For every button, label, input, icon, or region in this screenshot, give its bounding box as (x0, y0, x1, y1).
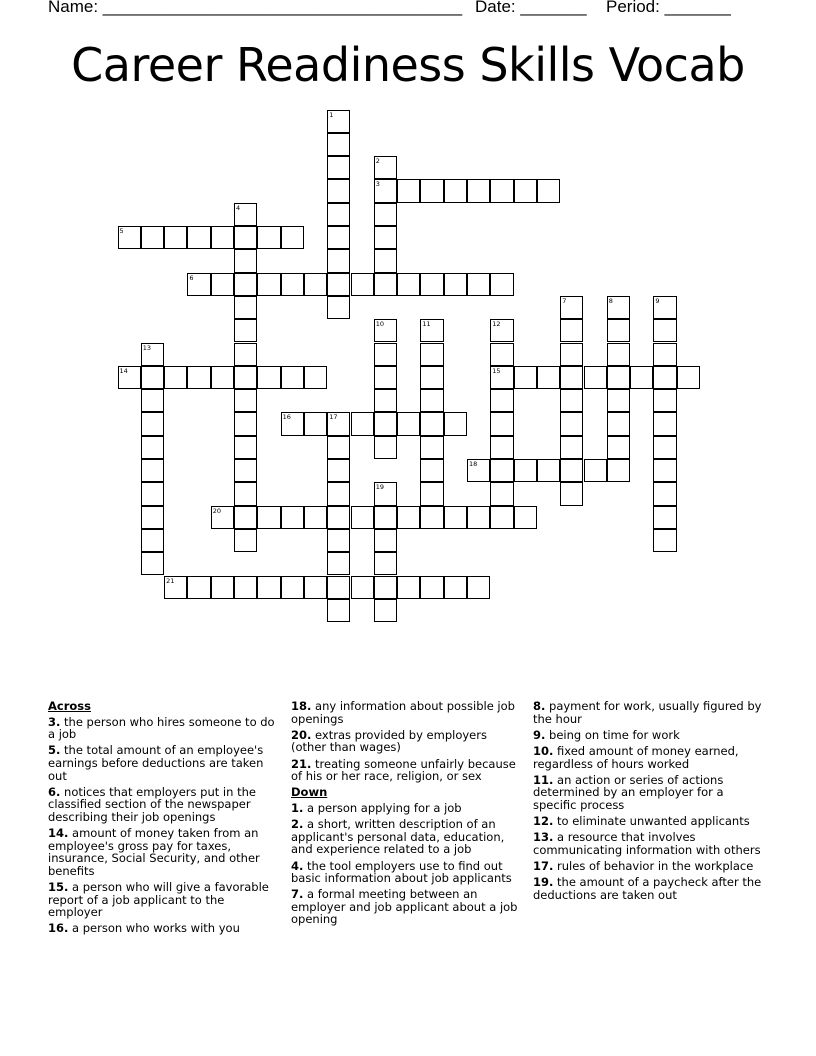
clue-down-8 (533, 700, 765, 725)
crossword-cell[interactable] (281, 506, 304, 529)
clue-number: 2. (291, 817, 304, 832)
crossword-cell[interactable] (234, 389, 257, 412)
crossword-cell[interactable] (327, 273, 350, 296)
crossword-cell[interactable] (374, 576, 397, 599)
clue-text: a person applying for a job (307, 800, 462, 815)
crossword-cell[interactable] (374, 273, 397, 296)
crossword-cell[interactable] (374, 366, 397, 389)
crossword-cell[interactable] (490, 319, 513, 342)
clue-number: 12. (533, 814, 554, 829)
crossword-cell[interactable] (304, 506, 327, 529)
clue-down-7 (291, 888, 523, 926)
crossword-cell[interactable] (374, 156, 397, 179)
crossword-cell[interactable] (374, 389, 397, 412)
crossword-cell[interactable] (490, 343, 513, 366)
crossword-cell[interactable] (234, 296, 257, 319)
clue-number-label: 6 (189, 273, 194, 282)
crossword-cell[interactable] (234, 203, 257, 226)
crossword-cell[interactable] (141, 482, 164, 505)
crossword-cell[interactable] (164, 576, 187, 599)
clue-down-4 (291, 860, 523, 885)
clue-across-14 (48, 827, 280, 877)
clue-number: 18. (291, 699, 312, 713)
crossword-cell[interactable] (653, 506, 676, 529)
clue-text: a person who will give a favorable report of a job applicant to the employer (48, 880, 269, 920)
crossword-cell[interactable] (118, 226, 141, 249)
clue-number: 6. (48, 784, 61, 799)
crossword-cell[interactable] (467, 273, 490, 296)
crossword-cell[interactable] (327, 459, 350, 482)
crossword-cell[interactable] (304, 576, 327, 599)
clue-number: 16. (48, 921, 69, 936)
crossword-cell[interactable] (444, 412, 467, 435)
crossword-cell[interactable] (304, 273, 327, 296)
crossword-cell[interactable] (560, 319, 583, 342)
clue-down-1 (291, 802, 523, 815)
name-field[interactable]: Name: ______________________________________ (48, 0, 463, 16)
crossword-cell[interactable] (327, 529, 350, 552)
clue-number: 8. (533, 699, 546, 713)
crossword-cell[interactable] (560, 366, 583, 389)
crossword-cell[interactable] (584, 366, 607, 389)
clue-number-label: 7 (562, 296, 567, 305)
clue-number: 9. (533, 727, 546, 742)
crossword-cell[interactable] (490, 412, 513, 435)
clue-number: 7. (291, 887, 304, 902)
crossword-cell[interactable] (327, 552, 350, 575)
clue-text: amount of money taken from an employee's gross pay for taxes, insurance, Social Security, and other benefits (48, 826, 260, 878)
crossword-cell[interactable] (141, 436, 164, 459)
clue-number-label: 20 (212, 506, 221, 515)
crossword-cell[interactable] (327, 249, 350, 272)
clue-number-label: 3 (375, 180, 380, 189)
crossword-cell[interactable] (374, 179, 397, 202)
clue-number-label: 15 (492, 366, 501, 375)
crossword-cell[interactable] (607, 296, 630, 319)
clue-text: extras provided by employers (other than wages) (291, 727, 487, 755)
clue-text: treating someone unfairly because of his or her race, religion, or sex (291, 756, 516, 784)
crossword-cell[interactable] (420, 179, 443, 202)
crossword-cell[interactable] (490, 366, 513, 389)
clue-text: the amount of a paycheck after the deductions are taken out (533, 875, 762, 902)
clue-number-label: 9 (655, 296, 660, 305)
period-field[interactable]: Period: _______ (606, 0, 731, 16)
crossword-cell[interactable] (327, 203, 350, 226)
clue-text: fixed amount of money earned, regardless of hours worked (533, 743, 739, 771)
crossword-cell[interactable] (374, 436, 397, 459)
crossword-cell[interactable] (653, 459, 676, 482)
crossword-cell[interactable] (327, 133, 350, 156)
crossword-cell[interactable] (187, 273, 210, 296)
crossword-cell[interactable] (327, 436, 350, 459)
crossword-cell[interactable] (397, 576, 420, 599)
crossword-cell[interactable] (141, 529, 164, 552)
crossword-cell[interactable] (281, 412, 304, 435)
clue-down-12 (533, 815, 765, 828)
crossword-cell[interactable] (234, 412, 257, 435)
crossword-cell[interactable] (490, 273, 513, 296)
clue-number-label: 14 (119, 366, 128, 375)
crossword-cell[interactable] (141, 226, 164, 249)
crossword-cell[interactable] (420, 412, 443, 435)
crossword-cell[interactable] (490, 482, 513, 505)
crossword-cell[interactable] (560, 412, 583, 435)
crossword-cell[interactable] (234, 576, 257, 599)
clues-column-3 (533, 700, 765, 905)
clue-number: 17. (533, 859, 554, 874)
clue-text: an action or series of actions determined by an employer for a specific process (533, 772, 724, 812)
crossword-cell[interactable] (141, 412, 164, 435)
clue-number-label: 2 (375, 157, 380, 166)
crossword-cell[interactable] (141, 366, 164, 389)
crossword-cell[interactable] (211, 226, 234, 249)
crossword-cell[interactable] (420, 389, 443, 412)
crossword-cell[interactable] (653, 436, 676, 459)
crossword-cell[interactable] (374, 203, 397, 226)
clue-number-label: 12 (492, 320, 501, 329)
crossword-cell[interactable] (141, 552, 164, 575)
clue-number: 13. (533, 830, 554, 845)
crossword-cell[interactable] (467, 459, 490, 482)
crossword-cell[interactable] (327, 576, 350, 599)
crossword-cell[interactable] (560, 296, 583, 319)
crossword-cell[interactable] (374, 319, 397, 342)
crossword-cell[interactable] (234, 249, 257, 272)
crossword-cell[interactable] (560, 343, 583, 366)
crossword-cell[interactable] (397, 179, 420, 202)
clue-text: the tool employers use to find out basic information about job applicants (291, 858, 512, 886)
crossword-cell[interactable] (281, 273, 304, 296)
crossword-cell[interactable] (653, 389, 676, 412)
crossword-cell[interactable] (420, 319, 443, 342)
crossword-cell[interactable] (257, 226, 280, 249)
crossword-cell[interactable] (607, 412, 630, 435)
crossword-cell[interactable] (374, 529, 397, 552)
crossword-cell[interactable] (490, 179, 513, 202)
crossword-cell[interactable] (234, 506, 257, 529)
crossword-cell[interactable] (327, 412, 350, 435)
crossword-cell[interactable] (234, 343, 257, 366)
crossword-cell[interactable] (444, 273, 467, 296)
crossword-cell[interactable] (304, 366, 327, 389)
clue-text: a short, written description of an applicant's personal data, education, and experience related to a job (291, 817, 505, 857)
crossword-cell[interactable] (653, 482, 676, 505)
crossword-cell[interactable] (397, 506, 420, 529)
crossword-cell[interactable] (327, 599, 350, 622)
clue-number-label: 21 (166, 576, 175, 585)
clue-text: the person who hires someone to do a job (48, 714, 275, 742)
crossword-cell[interactable] (304, 412, 327, 435)
crossword-cell[interactable] (467, 576, 490, 599)
crossword-cell[interactable] (397, 412, 420, 435)
crossword-cell[interactable] (514, 179, 537, 202)
crossword-cell[interactable] (560, 389, 583, 412)
crossword-cell[interactable] (187, 366, 210, 389)
clue-across-16 (48, 922, 280, 935)
crossword-cell[interactable] (537, 366, 560, 389)
clue-text: a resource that involves communicating information with others (533, 830, 761, 857)
crossword-cell[interactable] (374, 552, 397, 575)
clue-number-label: 10 (375, 320, 385, 329)
clue-number: 4. (291, 858, 304, 873)
crossword-cell[interactable] (653, 319, 676, 342)
clue-text: to eliminate unwanted applicants (557, 814, 750, 829)
clue-number-label: 4 (236, 203, 241, 212)
clue-down-19 (533, 876, 765, 901)
crossword-cell[interactable] (374, 343, 397, 366)
crossword-cell[interactable] (374, 249, 397, 272)
crossword-cell[interactable] (607, 366, 630, 389)
crossword-cell[interactable] (607, 436, 630, 459)
crossword-cell[interactable] (420, 576, 443, 599)
crossword-cell[interactable] (677, 366, 700, 389)
clue-number-label: 5 (119, 227, 124, 235)
crossword-cell[interactable] (257, 273, 280, 296)
crossword-cell[interactable] (351, 576, 374, 599)
clue-across-21 (291, 758, 523, 783)
crossword-cell[interactable] (257, 576, 280, 599)
crossword-cell[interactable] (420, 343, 443, 366)
clue-text: being on time for work (549, 727, 680, 742)
crossword-cell[interactable] (141, 459, 164, 482)
clue-down-9 (533, 729, 765, 742)
crossword-cell[interactable] (653, 343, 676, 366)
crossword-cell[interactable] (141, 506, 164, 529)
clue-down-11 (533, 774, 765, 812)
across-heading: Across (48, 699, 91, 713)
clue-number-label: 18 (469, 460, 478, 468)
crossword-cell[interactable] (560, 459, 583, 482)
crossword-cell[interactable] (444, 506, 467, 529)
crossword-cell[interactable] (537, 459, 560, 482)
crossword-cell[interactable] (653, 529, 676, 552)
crossword-cell[interactable] (234, 319, 257, 342)
crossword-cell[interactable] (490, 506, 513, 529)
crossword-cell[interactable] (211, 576, 234, 599)
crossword-cell[interactable] (420, 436, 443, 459)
crossword-cell[interactable] (234, 482, 257, 505)
crossword-cell[interactable] (444, 179, 467, 202)
clue-number: 15. (48, 880, 69, 895)
crossword-cell[interactable] (420, 506, 443, 529)
crossword-cell[interactable] (514, 506, 537, 529)
clues-column-1 (48, 700, 280, 939)
crossword-cell[interactable] (211, 506, 234, 529)
clue-across-5 (48, 744, 280, 782)
crossword-cell[interactable] (653, 366, 676, 389)
crossword-cell[interactable] (234, 459, 257, 482)
crossword-cell[interactable] (607, 343, 630, 366)
crossword-cell[interactable] (420, 366, 443, 389)
crossword-cell[interactable] (560, 482, 583, 505)
crossword-cell[interactable] (211, 273, 234, 296)
crossword-cell[interactable] (467, 506, 490, 529)
crossword-cell[interactable] (351, 412, 374, 435)
clue-number-label: 13 (142, 343, 152, 352)
crossword-cell[interactable] (281, 576, 304, 599)
crossword-cell[interactable] (327, 110, 350, 133)
page-title: Career Readiness Skills Vocab (71, 38, 745, 92)
crossword-cell[interactable] (560, 436, 583, 459)
crossword-cell[interactable] (630, 366, 653, 389)
clue-text: a formal meeting between an employer and job applicant about a job opening (291, 887, 518, 927)
clue-text: rules of behavior in the workplace (557, 859, 754, 874)
clue-number-label: 8 (608, 296, 613, 305)
crossword-cell[interactable] (653, 296, 676, 319)
clue-text: the total amount of an employee's earnings before deductions are taken out (48, 743, 264, 783)
crossword-cell[interactable] (537, 179, 560, 202)
date-field[interactable]: Date: _______ (475, 0, 587, 16)
crossword-cell[interactable] (327, 482, 350, 505)
crossword-cell[interactable] (374, 482, 397, 505)
crossword-cell[interactable] (187, 226, 210, 249)
clue-number-label: 16 (282, 413, 291, 422)
crossword-cell[interactable] (234, 529, 257, 552)
crossword-cell[interactable] (257, 366, 280, 389)
crossword-cell[interactable] (327, 296, 350, 319)
clue-down-13 (533, 831, 765, 856)
crossword-cell[interactable] (234, 226, 257, 249)
crossword-cell[interactable] (234, 273, 257, 296)
crossword-cell[interactable] (327, 179, 350, 202)
crossword-cell[interactable] (374, 506, 397, 529)
clue-number: 21. (291, 756, 312, 771)
crossword-cell[interactable] (374, 412, 397, 435)
clue-text: a person who works with you (72, 921, 240, 936)
clue-across-20 (291, 729, 523, 754)
crossword-cell[interactable] (374, 599, 397, 622)
crossword-cell[interactable] (397, 273, 420, 296)
crossword-cell[interactable] (351, 506, 374, 529)
crossword-cell[interactable] (420, 273, 443, 296)
down-heading: Down (291, 785, 328, 800)
clue-across-6 (48, 786, 280, 824)
crossword-cell[interactable] (607, 459, 630, 482)
crossword-cell[interactable] (234, 366, 257, 389)
clues-column-2 (291, 700, 523, 930)
clue-number: 10. (533, 743, 554, 758)
clue-number: 11. (533, 772, 554, 787)
crossword-cell[interactable] (351, 273, 374, 296)
clue-number-label: 11 (422, 320, 431, 329)
crossword-cell[interactable] (374, 226, 397, 249)
crossword-cell[interactable] (187, 576, 210, 599)
crossword-cell[interactable] (607, 319, 630, 342)
crossword-cell[interactable] (164, 366, 187, 389)
crossword-cell[interactable] (490, 389, 513, 412)
clue-text: payment for work, usually figured by the hour (533, 699, 762, 726)
crossword-cell[interactable] (164, 226, 187, 249)
crossword-cell[interactable] (584, 459, 607, 482)
crossword-cell[interactable] (327, 156, 350, 179)
crossword-cell[interactable] (653, 412, 676, 435)
crossword-cell[interactable] (420, 459, 443, 482)
clue-down-10 (533, 745, 765, 770)
crossword-cell[interactable] (327, 226, 350, 249)
clue-across-3 (48, 716, 280, 741)
crossword-cell[interactable] (444, 576, 467, 599)
crossword-cell[interactable] (141, 389, 164, 412)
clue-across-15 (48, 881, 280, 919)
clue-text: any information about possible job openings (291, 699, 515, 726)
crossword-cell[interactable] (281, 226, 304, 249)
clue-number: 5. (48, 743, 61, 758)
clue-number: 3. (48, 714, 61, 729)
crossword-cell[interactable] (281, 366, 304, 389)
clue-number-label: 17 (329, 413, 338, 422)
clue-number-label: 1 (329, 110, 334, 119)
clue-down-17 (533, 860, 765, 873)
clue-number: 14. (48, 826, 69, 841)
clue-number: 19. (533, 875, 554, 890)
clue-down-2 (291, 818, 523, 856)
crossword-cell[interactable] (118, 366, 141, 389)
clue-across-18 (291, 700, 523, 725)
crossword-cell[interactable] (490, 459, 513, 482)
crossword-cell[interactable] (514, 459, 537, 482)
clue-number: 1. (291, 800, 304, 815)
clue-text: notices that employers put in the classified section of the newspaper describing their job openings (48, 784, 256, 824)
clue-number-label: 19 (375, 483, 385, 492)
crossword-cell[interactable] (490, 436, 513, 459)
clue-number: 20. (291, 727, 312, 742)
crossword-cell[interactable] (607, 389, 630, 412)
crossword-cell[interactable] (327, 506, 350, 529)
crossword-cell[interactable] (514, 366, 537, 389)
crossword-cell[interactable] (141, 343, 164, 366)
crossword-cell[interactable] (211, 366, 234, 389)
crossword-cell[interactable] (420, 482, 443, 505)
crossword-cell[interactable] (257, 506, 280, 529)
crossword-cell[interactable] (467, 179, 490, 202)
crossword-cell[interactable] (234, 436, 257, 459)
